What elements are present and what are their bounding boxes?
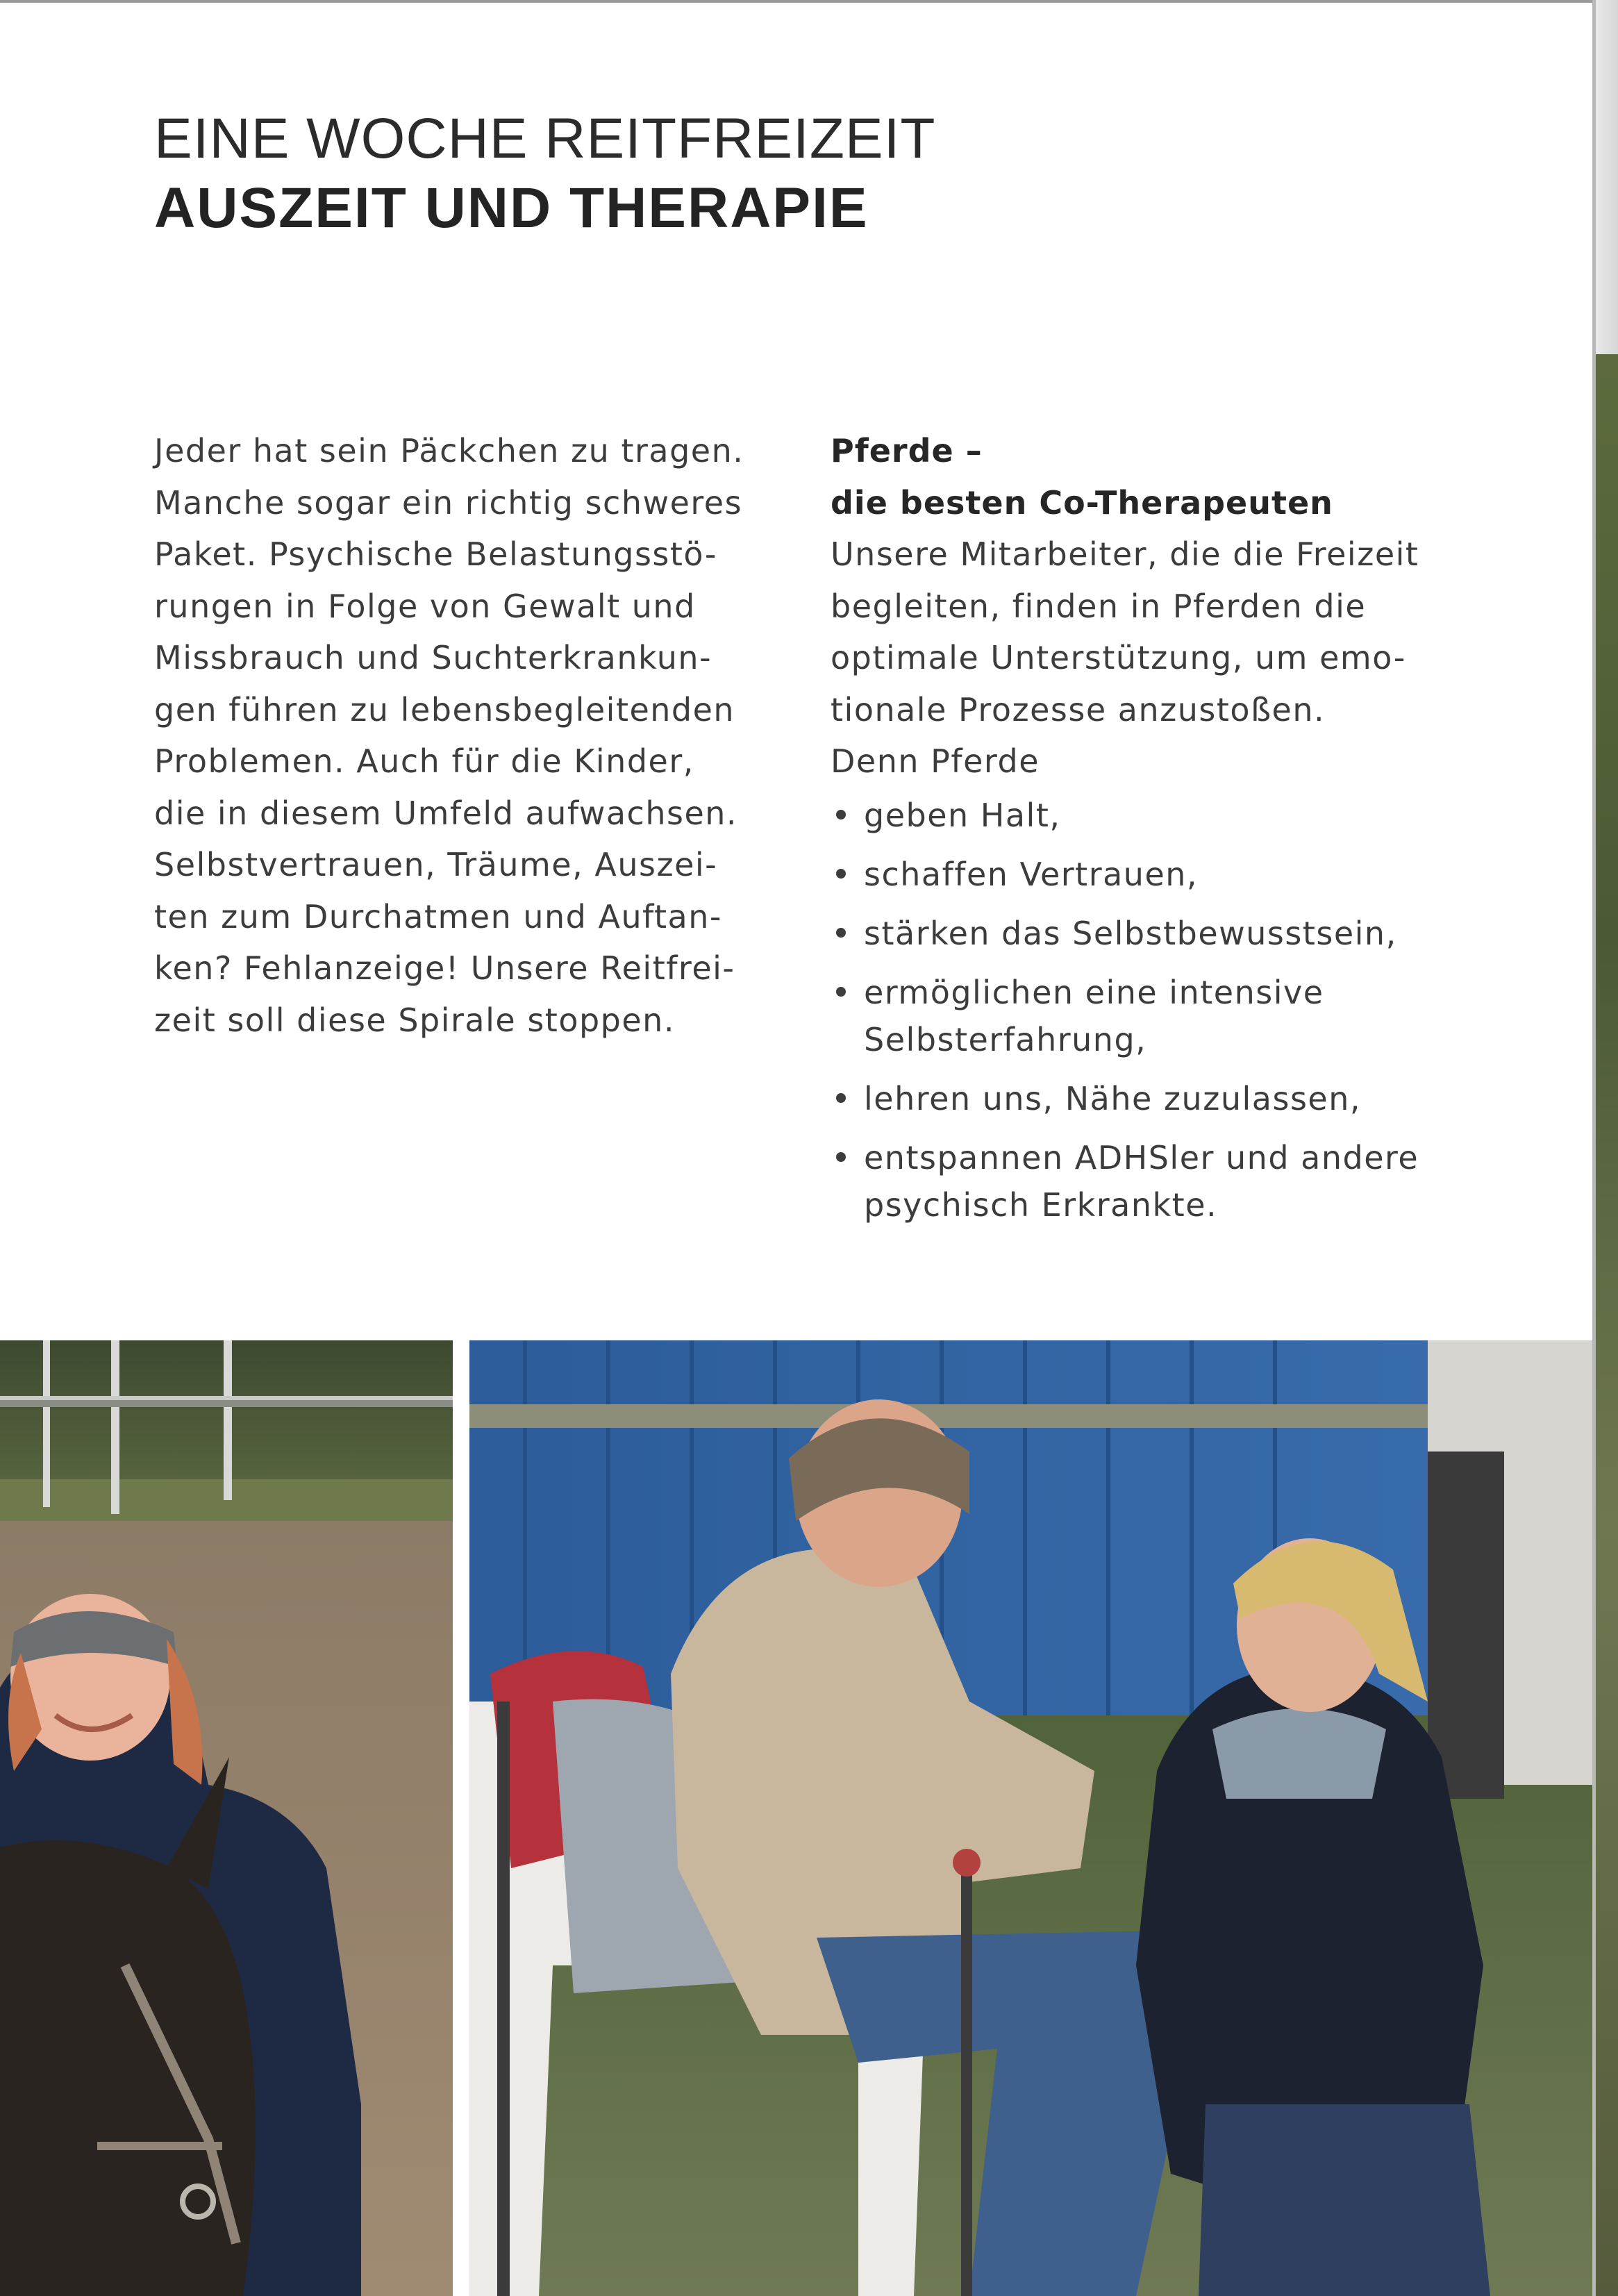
paragraph-line: Unsere Mitarbeiter, die die Freizeit: [831, 535, 1419, 573]
next-page-photo-strip: [1596, 354, 1618, 2296]
intro-line: rungen in Folge von Gewalt und: [154, 587, 696, 625]
top-rule: [0, 0, 1594, 3]
bullet-icon: [836, 987, 846, 997]
list-item: [831, 851, 1567, 898]
intro-paragraph: [154, 425, 793, 1046]
horses-column: [831, 425, 1567, 1229]
list-item-text: lehren uns, Nähe zuzulassen,: [864, 1079, 1361, 1117]
photo-women-talking: [469, 1340, 1592, 2296]
intro-line: zeit soll diese Spirale stoppen.: [154, 1001, 675, 1039]
list-item: [831, 969, 1567, 1063]
list-item: [831, 1075, 1567, 1122]
photo-rider-with-horse-illustration: [0, 1340, 453, 2296]
intro-line: Jeder hat sein Päckchen zu tragen.: [154, 432, 744, 469]
horses-paragraph: [831, 529, 1567, 735]
list-item-text: ermöglichen eine intensive: [864, 973, 1324, 1011]
bullet-icon: [836, 1152, 846, 1162]
photo-women-talking-illustration: [469, 1340, 1592, 2296]
bullet-icon: [836, 810, 846, 820]
page-header: [154, 104, 935, 243]
page-title-line1: EINE WOCHE REITFREIZEIT: [154, 107, 936, 170]
benefits-list: [831, 792, 1567, 1229]
paragraph-line: begleiten, finden in Pferden die: [831, 587, 1367, 625]
list-intro-text: Denn Pferde: [831, 742, 1040, 780]
page-title-line2: AUSZEIT UND THERAPIE: [154, 176, 869, 240]
bullet-icon: [836, 869, 846, 879]
list-item-text: entspannen ADHSler und andere: [864, 1138, 1419, 1176]
list-item-text: stärken das Selbstbewusstsein,: [864, 914, 1397, 952]
photo-rider-with-horse: [0, 1340, 453, 2296]
list-item: [831, 1134, 1567, 1229]
list-item-text: geben Halt,: [864, 796, 1061, 834]
bullet-icon: [836, 1093, 846, 1103]
list-intro: [831, 735, 1567, 788]
section-heading: [831, 425, 1567, 529]
intro-line: Manche sogar ein richtig schweres: [154, 483, 743, 522]
intro-line: Problemen. Auch für die Kinder,: [154, 742, 694, 780]
bullet-icon: [836, 928, 846, 938]
list-item-text-continued: psychisch Erkrankte.: [864, 1186, 1218, 1224]
intro-line: ten zum Durchatmen und Auftan-: [154, 897, 722, 935]
list-item: [831, 910, 1567, 957]
list-item-text: schaffen Vertrauen,: [864, 855, 1199, 893]
section-heading-line1: Pferde –: [831, 432, 983, 469]
section-heading-line2: die besten Co-Therapeuten: [831, 483, 1333, 522]
paragraph-line: tionale Prozesse anzustoßen.: [831, 690, 1326, 729]
intro-column: [154, 425, 793, 1046]
intro-line: Selbstvertrauen, Träume, Auszei-: [154, 846, 718, 883]
intro-line: Missbrauch und Suchterkrankun-: [154, 639, 712, 676]
list-item: [831, 792, 1567, 839]
intro-line: die in diesem Umfeld aufwachsen.: [154, 794, 738, 832]
intro-line: ken? Fehlanzeige! Unsere Reitfrei-: [154, 949, 735, 987]
intro-line: gen führen zu lebensbegleitenden: [154, 690, 735, 729]
paragraph-line: optimale Unterstützung, um emo-: [831, 639, 1406, 676]
list-item-text-continued: Selbsterfahrung,: [864, 1020, 1147, 1058]
intro-line: Paket. Psychische Belastungsstö-: [154, 535, 718, 573]
